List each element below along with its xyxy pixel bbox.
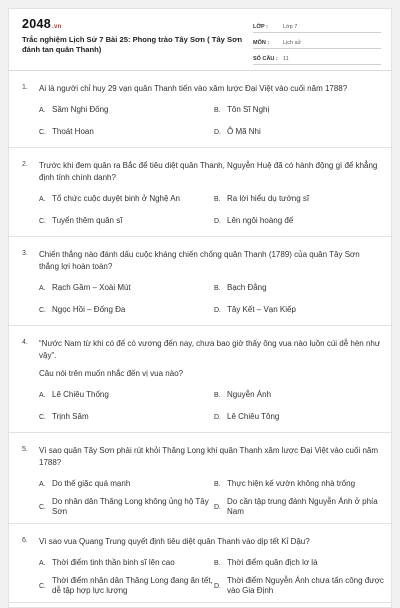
worksheet-header [9, 9, 391, 71]
question-text: Chiến thắng nào đánh dấu cuộc kháng chiến chống quân Thanh (1789) của quân Tây Sơn thắng lợi hoàn toàn? [39, 250, 360, 271]
option-text: Rạch Gầm – Xoài Mút [52, 283, 131, 292]
question-text: Vì sao quân Tây Sơn phải rút khỏi Thăng Long khi quân Thanh xâm lược Đại Việt vào cuối năm 1788? [39, 446, 379, 467]
question-line [22, 249, 381, 273]
option-text: Ra lời hiểu dụ tướng sĩ [227, 194, 310, 203]
option-letter: B. [214, 559, 221, 567]
option-letter: C. [39, 306, 46, 314]
option-letter: B. [214, 391, 221, 399]
question-number: 4. [22, 339, 28, 346]
option-text: Tôn Sĩ Nghị [227, 105, 270, 114]
meta-row-count [253, 50, 381, 65]
option-text: Tổ chức cuộc duyệt binh ở Nghệ An [52, 194, 181, 203]
question-line [22, 160, 381, 184]
option-text: Thời điểm nhân dân Thăng Long đang ăn tết, dễ tập hợp lực lượng [52, 576, 213, 595]
option-text: Nguyễn Ánh [227, 390, 272, 399]
question-text: Trước khi đem quân ra Bắc để tiêu diệt quân Thanh, Nguyễn Huệ đã có hành động gì để khẳng định tính chính danh? [39, 161, 378, 182]
answer-options [39, 386, 381, 426]
option-text: Tây Kết – Vạn Kiếp [227, 305, 296, 314]
option-text: Do thế giặc quá mạnh [52, 479, 131, 488]
option-letter: A. [39, 391, 46, 399]
option-text: Lê Chiêu Thống [52, 390, 109, 399]
meta-row-subject [253, 34, 381, 49]
answer-option[interactable] [39, 190, 214, 208]
answer-option[interactable] [39, 123, 214, 141]
question-line [22, 445, 381, 469]
option-text: Do cần tập trung đánh Nguyễn Ánh ở phía Nam [227, 497, 378, 516]
question-number: 5. [22, 446, 28, 453]
option-letter: B. [214, 480, 221, 488]
option-text: Thời điểm quân địch lơ là [227, 558, 318, 567]
site-logo[interactable] [22, 17, 62, 31]
option-letter: C. [39, 217, 46, 225]
option-letter: B. [214, 106, 221, 114]
question-number: 1. [22, 84, 28, 91]
answer-option[interactable] [214, 576, 389, 596]
option-text: Lê Chiêu Tông [227, 412, 280, 421]
answer-options [39, 475, 381, 517]
answer-option[interactable] [39, 576, 214, 596]
meta-value: Lớp 7 [283, 24, 298, 30]
meta-key: MÔN : [253, 40, 270, 46]
answer-option[interactable] [39, 386, 214, 404]
option-letter: C. [39, 413, 46, 421]
question-list [9, 71, 392, 603]
option-letter: D. [214, 413, 221, 421]
option-text: Thực hiện kế vườn không nhà trống [227, 479, 356, 488]
option-letter: D. [214, 503, 221, 511]
answer-option[interactable] [214, 212, 389, 230]
logo-tld: .vn [52, 24, 62, 30]
meta-row-class [253, 18, 381, 33]
option-letter: B. [214, 284, 221, 292]
option-letter: D. [214, 306, 221, 314]
question-item [9, 524, 392, 603]
answer-option[interactable] [214, 554, 389, 572]
option-letter: C. [39, 128, 46, 136]
answer-option[interactable] [39, 554, 214, 572]
answer-option[interactable] [39, 408, 214, 426]
question-number: 6. [22, 537, 28, 544]
option-letter: D. [214, 128, 221, 136]
worksheet-page [8, 8, 392, 608]
option-letter: D. [214, 582, 221, 590]
answer-option[interactable] [214, 301, 389, 319]
option-letter: A. [39, 480, 46, 488]
answer-options [39, 279, 381, 319]
answer-options [39, 101, 381, 141]
question-item [9, 326, 392, 433]
meta-value: Lịch sử [283, 40, 302, 46]
question-number: 2. [22, 161, 28, 168]
option-text: Ô Mã Nhi [227, 127, 261, 136]
meta-key: SỐ CÂU : [253, 56, 278, 62]
answer-option[interactable] [39, 212, 214, 230]
meta-key: LỚP : [253, 24, 268, 30]
option-letter: A. [39, 559, 46, 567]
option-text: Do nhân dân Thăng Long không ủng hộ Tây Sơn [52, 497, 209, 516]
question-subtext: Câu nói trên muốn nhắc đến vị vua nào? [39, 369, 184, 378]
answer-option[interactable] [214, 190, 389, 208]
question-text: Ai là người chỉ huy 29 vạn quân Thanh tiến vào xâm lược Đại Việt vào cuối năm 1788? [39, 84, 348, 93]
option-text: Thời điểm Nguyễn Ánh chưa tấn công được vào Gia Định [227, 576, 384, 595]
question-text: “Nước Nam từ khi có đế có vương đến nay, chưa bao giờ thấy ông vua nào luồn cúi dễ hèn như vậy”. [39, 339, 381, 360]
answer-option[interactable] [214, 475, 389, 493]
option-letter: B. [214, 195, 221, 203]
worksheet-meta [253, 18, 381, 66]
option-letter: C. [39, 582, 46, 590]
answer-option[interactable] [214, 386, 389, 404]
question-item [9, 71, 392, 148]
meta-value: 11 [283, 56, 289, 62]
answer-options [39, 554, 384, 596]
option-text: Sầm Nghi Đống [52, 105, 109, 114]
option-text: Thoát Hoan [52, 127, 94, 136]
question-number: 3. [22, 250, 28, 257]
answer-option[interactable] [39, 497, 214, 517]
question-item [9, 433, 392, 524]
answer-option[interactable] [214, 497, 389, 517]
option-letter: C. [39, 503, 46, 511]
question-line [22, 338, 381, 362]
option-text: Thời điểm tinh thần binh sĩ lên cao [52, 558, 175, 567]
question-item [9, 148, 392, 237]
option-text: Lên ngôi hoàng đế [227, 216, 294, 225]
answer-option[interactable] [39, 101, 214, 119]
option-text: Ngọc Hồi – Đống Đa [52, 305, 126, 314]
logo-text: 2048 [22, 17, 52, 31]
option-text: Tuyển thêm quân sĩ [52, 216, 123, 225]
answer-option[interactable] [39, 475, 214, 493]
answer-option[interactable] [214, 123, 389, 141]
answer-option[interactable] [39, 301, 214, 319]
answer-option[interactable] [214, 279, 389, 297]
worksheet-title: Trắc nghiệm Lịch Sử 7 Bài 25: Phong trào Tây Sơn ( Tây Sơn đánh tan quân Thanh) [22, 35, 243, 54]
option-letter: D. [214, 217, 221, 225]
answer-option[interactable] [39, 279, 214, 297]
question-line [22, 536, 381, 548]
answer-option[interactable] [214, 101, 389, 119]
question-line [22, 83, 381, 95]
option-text: Trịnh Sâm [52, 412, 89, 421]
option-text: Bạch Đằng [227, 283, 267, 292]
question-text: Vì sao vua Quang Trung quyết định tiêu diệt quân Thanh vào dịp tết Kỉ Dậu? [39, 537, 310, 546]
answer-options [39, 190, 381, 230]
option-letter: A. [39, 106, 46, 114]
option-letter: A. [39, 195, 46, 203]
answer-option[interactable] [214, 408, 389, 426]
option-letter: A. [39, 284, 46, 292]
question-item [9, 237, 392, 326]
